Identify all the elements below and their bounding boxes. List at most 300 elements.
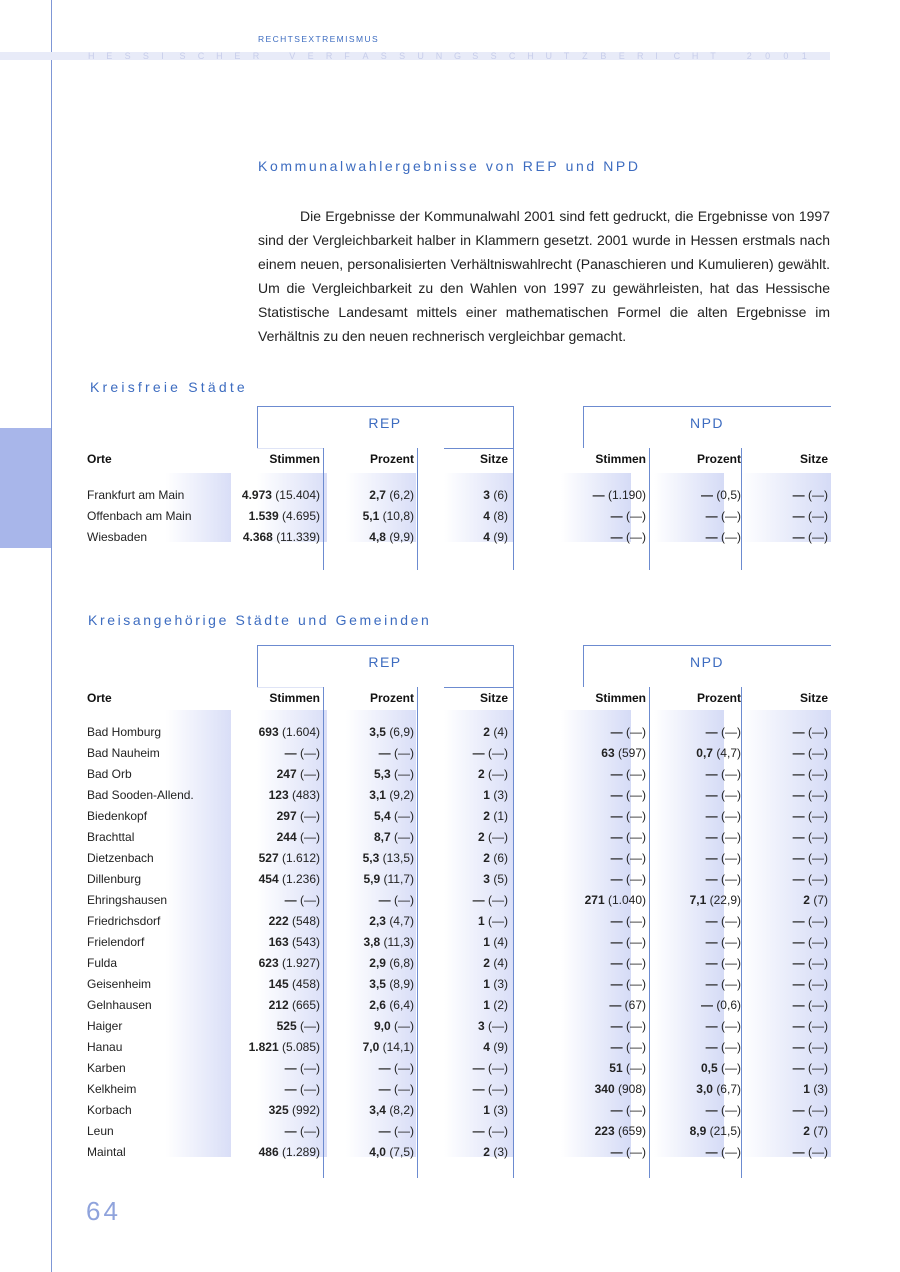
cell-npd-stimmen: [611, 869, 646, 890]
value-1997: (4.695): [281, 509, 320, 523]
value-1997: (6): [493, 851, 508, 865]
value-2001: —: [705, 830, 718, 844]
header-letter: E: [307, 51, 314, 61]
value-1997: (—): [626, 914, 646, 928]
cell-rep-stimmen: [243, 527, 320, 548]
value-1997: (—): [488, 746, 508, 760]
header-letter: S: [472, 51, 479, 61]
table-row: [86, 785, 831, 806]
cell-ort: Fulda: [87, 956, 118, 970]
cell-rep-sitze: [478, 827, 508, 848]
value-1997: (2): [493, 998, 508, 1012]
value-1997: (—): [394, 1124, 414, 1138]
value-2001: —: [609, 998, 622, 1012]
value-2001: —: [705, 1103, 718, 1117]
cell-rep-sitze: [483, 932, 508, 953]
header-letter: R: [252, 51, 260, 61]
value-1997: (8,9): [389, 977, 414, 991]
cell-npd-prozent: [706, 932, 741, 953]
value-2001: —: [610, 725, 623, 739]
rep-group-label: REP: [368, 415, 402, 431]
value-2001: 1: [803, 1082, 810, 1096]
header-letter: H: [88, 51, 95, 61]
cell-npd-stimmen: [585, 890, 646, 911]
value-1997: (8): [493, 509, 508, 523]
value-1997: (—): [488, 830, 508, 844]
value-1997: (3): [493, 1103, 508, 1117]
cell-rep-sitze: [483, 785, 508, 806]
table-row: [86, 848, 831, 869]
value-1997: (659): [617, 1124, 646, 1138]
value-2001: —: [792, 809, 805, 823]
value-1997: (1.190): [607, 488, 646, 502]
header-letter: U: [417, 51, 424, 61]
value-1997: (—): [721, 788, 741, 802]
header-letter: V: [289, 51, 296, 61]
value-2001: 623: [258, 956, 279, 970]
value-1997: (—): [300, 1061, 320, 1075]
cell-ort: Ehringshausen: [87, 893, 168, 907]
value-1997: (—): [626, 1145, 646, 1159]
value-1997: (—): [808, 830, 828, 844]
value-1997: (7): [813, 1124, 828, 1138]
cell-rep-stimmen: [259, 869, 320, 890]
value-2001: —: [792, 956, 805, 970]
cell-rep-sitze: [483, 953, 508, 974]
value-2001: —: [705, 935, 718, 949]
value-1997: (—): [626, 830, 646, 844]
cell-rep-sitze: [478, 911, 508, 932]
value-2001: —: [610, 830, 623, 844]
cell-rep-prozent: [379, 1058, 414, 1079]
value-1997: (—): [721, 1103, 741, 1117]
value-1997: (—): [808, 935, 828, 949]
value-2001: 1.539: [248, 509, 279, 523]
col-orte: Orte: [87, 452, 112, 466]
header-letter: E: [106, 51, 113, 61]
value-2001: —: [792, 746, 805, 760]
value-1997: (4,7): [716, 746, 741, 760]
cell-npd-prozent: [706, 953, 741, 974]
header-letter: 0: [783, 51, 789, 61]
cell-npd-sitze: [793, 974, 828, 995]
table-row: [86, 1037, 831, 1058]
value-2001: 325: [268, 1103, 289, 1117]
npd-group-label: NPD: [689, 415, 725, 431]
value-1997: (—): [488, 1061, 508, 1075]
header-letter: G: [454, 51, 462, 61]
value-2001: —: [705, 977, 718, 991]
value-2001: 3: [477, 1019, 485, 1033]
value-2001: —: [284, 893, 297, 907]
value-2001: 1: [483, 977, 490, 991]
header-rule: [257, 448, 323, 449]
value-2001: —: [284, 1082, 297, 1096]
value-2001: 1.821: [248, 1040, 279, 1054]
header-letter: C: [197, 51, 205, 61]
table-row: [86, 932, 831, 953]
value-1997: (1.040): [607, 893, 646, 907]
value-1997: (0,6): [716, 998, 741, 1012]
value-1997: (3): [493, 788, 508, 802]
value-1997: (—): [808, 851, 828, 865]
cell-rep-sitze: [478, 1016, 508, 1037]
value-1997: (—): [394, 809, 414, 823]
cell-npd-stimmen: [611, 1142, 646, 1163]
cell-rep-stimmen: [249, 1037, 320, 1058]
header-rule: [257, 687, 323, 688]
value-1997: (—): [721, 977, 741, 991]
cell-rep-prozent: [369, 974, 414, 995]
value-2001: —: [472, 1061, 485, 1075]
cell-rep-stimmen: [259, 1142, 320, 1163]
value-1997: (13,5): [382, 851, 414, 865]
table-row: [86, 764, 831, 785]
value-2001: —: [592, 488, 605, 502]
cell-rep-sitze: [483, 806, 508, 827]
cell-npd-stimmen: [601, 743, 646, 764]
cell-npd-stimmen: [611, 764, 646, 785]
cell-npd-stimmen: [611, 1016, 646, 1037]
value-1997: (—): [626, 1103, 646, 1117]
header-letter: 2: [746, 51, 752, 61]
value-2001: 7,1: [689, 893, 707, 907]
cell-npd-prozent: [706, 527, 741, 548]
value-2001: —: [792, 1103, 805, 1117]
value-1997: (—): [721, 725, 741, 739]
cell-ort: Dillenburg: [87, 872, 142, 886]
value-1997: (—): [488, 1124, 508, 1138]
value-1997: (—): [808, 914, 828, 928]
header-letter: Z: [582, 51, 588, 61]
cell-rep-stimmen: [269, 974, 320, 995]
cell-rep-prozent: [369, 722, 414, 743]
cell-rep-prozent: [374, 1016, 414, 1037]
value-1997: (—): [626, 788, 646, 802]
cell-rep-stimmen: [249, 506, 320, 527]
cell-npd-sitze: [793, 1016, 828, 1037]
cell-npd-stimmen: [595, 1079, 646, 1100]
cell-rep-sitze: [483, 722, 508, 743]
table-row: [86, 485, 831, 506]
cell-npd-stimmen: [593, 485, 646, 506]
value-1997: (—): [394, 1082, 414, 1096]
value-2001: 63: [601, 746, 615, 760]
value-2001: —: [284, 746, 297, 760]
value-1997: (—): [488, 1082, 508, 1096]
value-2001: 2: [803, 893, 810, 907]
header-letter: F: [344, 51, 350, 61]
table-row: [86, 869, 831, 890]
value-2001: 454: [258, 872, 279, 886]
cell-ort: Brachttal: [87, 830, 135, 844]
value-2001: 244: [276, 830, 297, 844]
value-1997: (9,9): [389, 530, 414, 544]
value-2001: 3,0: [696, 1082, 713, 1096]
header-letter: C: [673, 51, 681, 61]
value-2001: 1: [483, 935, 490, 949]
value-1997: (21,5): [709, 1124, 741, 1138]
value-1997: (5.085): [281, 1040, 320, 1054]
cell-rep-sitze: [473, 743, 508, 764]
value-2001: 2: [483, 851, 490, 865]
value-2001: 1: [483, 998, 490, 1012]
value-2001: 3,5: [369, 977, 386, 991]
cell-ort: Kelkheim: [87, 1082, 137, 1096]
cell-npd-stimmen: [611, 932, 646, 953]
value-2001: —: [792, 1019, 805, 1033]
table-row: [86, 1058, 831, 1079]
value-1997: (—): [626, 509, 646, 523]
cell-ort: Offenbach am Main: [87, 509, 192, 523]
value-2001: 2,7: [369, 488, 386, 502]
cell-rep-stimmen: [285, 1058, 320, 1079]
cell-npd-sitze: [793, 506, 828, 527]
header-letter: H: [216, 51, 223, 61]
cell-ort: Karben: [87, 1061, 126, 1075]
value-1997: (—): [721, 509, 741, 523]
header-letter: I: [161, 51, 164, 61]
header-letter: C: [508, 51, 516, 61]
value-2001: 247: [276, 767, 297, 781]
cell-rep-prozent: [379, 1121, 414, 1142]
cell-rep-stimmen: [269, 1100, 320, 1121]
header-letter: H: [691, 51, 699, 61]
running-header-section: RECHTSEXTREMISMUS: [258, 34, 380, 44]
cell-ort: Leun: [87, 1124, 114, 1138]
cell-rep-prozent: [369, 995, 414, 1016]
value-2001: —: [792, 509, 805, 523]
value-1997: (—): [721, 830, 741, 844]
cell-ort: Hanau: [87, 1040, 123, 1054]
value-1997: (—): [808, 530, 828, 544]
cell-rep-prozent: [363, 506, 414, 527]
cell-ort: Gelnhausen: [87, 998, 152, 1012]
value-1997: (—): [721, 1061, 741, 1075]
value-1997: (—): [721, 809, 741, 823]
header-letter: S: [399, 51, 406, 61]
value-1997: (—): [808, 788, 828, 802]
value-1997: (—): [300, 767, 320, 781]
header-letter: R: [637, 51, 644, 61]
page-number: 64: [86, 1196, 121, 1226]
cell-npd-prozent: [701, 995, 741, 1016]
col-rep-prozent: Prozent: [369, 691, 414, 705]
cell-rep-stimmen: [285, 890, 320, 911]
value-1997: (—): [394, 830, 414, 844]
value-2001: —: [792, 1061, 805, 1075]
value-2001: 340: [594, 1082, 615, 1096]
value-1997: (3): [813, 1082, 828, 1096]
cell-rep-stimmen: [285, 743, 320, 764]
value-2001: 0,7: [696, 746, 713, 760]
value-1997: (22,9): [709, 893, 741, 907]
cell-npd-stimmen: [611, 1037, 646, 1058]
value-1997: (—): [808, 977, 828, 991]
value-2001: 222: [268, 914, 289, 928]
cell-rep-sitze: [483, 1100, 508, 1121]
value-1997: (908): [617, 1082, 646, 1096]
value-2001: —: [610, 1103, 623, 1117]
cell-npd-prozent: [706, 722, 741, 743]
cell-npd-sitze: [793, 827, 828, 848]
value-2001: —: [610, 872, 623, 886]
value-2001: —: [792, 767, 805, 781]
cell-ort: Bad Orb: [87, 767, 132, 781]
cell-rep-prozent: [379, 1079, 414, 1100]
value-1997: (1.604): [281, 725, 320, 739]
cell-rep-prozent: [374, 827, 414, 848]
value-2001: —: [610, 977, 623, 991]
cell-npd-prozent: [706, 764, 741, 785]
value-2001: 525: [276, 1019, 297, 1033]
header-letter: 0: [765, 51, 771, 61]
value-1997: (—): [721, 1145, 741, 1159]
header-letter: E: [618, 51, 625, 61]
value-1997: (3): [493, 977, 508, 991]
value-1997: (—): [808, 872, 828, 886]
cell-npd-sitze: [793, 1037, 828, 1058]
cell-npd-prozent: [696, 743, 741, 764]
table2-heading: Kreisangehörige Städte und Gemeinden: [88, 612, 432, 628]
cell-npd-stimmen: [595, 1121, 646, 1142]
value-1997: (—): [300, 1124, 320, 1138]
table-row: [86, 722, 831, 743]
value-1997: (9,2): [389, 788, 414, 802]
value-1997: (1.289): [281, 1145, 320, 1159]
value-1997: (—): [721, 956, 741, 970]
cell-rep-prozent: [369, 1100, 414, 1121]
value-2001: —: [472, 746, 485, 760]
value-2001: —: [700, 998, 713, 1012]
value-2001: 4.973: [241, 488, 272, 502]
cell-rep-sitze: [483, 506, 508, 527]
value-1997: (9): [493, 530, 508, 544]
value-2001: —: [610, 530, 623, 544]
table-row: [86, 1016, 831, 1037]
value-2001: 5,3: [362, 851, 380, 865]
value-2001: —: [610, 851, 623, 865]
value-2001: 2: [483, 725, 490, 739]
value-1997: (1.612): [281, 851, 320, 865]
value-1997: (—): [721, 851, 741, 865]
value-1997: (7,5): [389, 1145, 414, 1159]
value-1997: (11,3): [383, 935, 414, 949]
value-2001: 271: [584, 893, 605, 907]
value-1997: (6,4): [389, 998, 414, 1012]
cell-rep-stimmen: [277, 1016, 320, 1037]
cell-ort: Friedrichsdorf: [87, 914, 161, 928]
cell-ort: Haiger: [87, 1019, 123, 1033]
cell-npd-stimmen: [611, 722, 646, 743]
value-2001: 3: [483, 872, 490, 886]
value-2001: —: [792, 914, 805, 928]
value-2001: 9,0: [373, 1019, 391, 1033]
value-2001: 4.368: [242, 530, 273, 544]
cell-npd-sitze: [793, 1100, 828, 1121]
value-2001: 5,3: [373, 767, 391, 781]
value-1997: (—): [808, 1061, 828, 1075]
value-2001: —: [610, 1019, 623, 1033]
value-1997: (—): [626, 1019, 646, 1033]
value-2001: —: [792, 998, 805, 1012]
cell-rep-prozent: [379, 743, 414, 764]
cell-rep-stimmen: [277, 827, 320, 848]
value-1997: (3): [493, 1145, 508, 1159]
cell-npd-prozent: [706, 806, 741, 827]
value-1997: (—): [626, 725, 646, 739]
value-1997: (483): [291, 788, 320, 802]
cell-npd-sitze: [803, 1121, 828, 1142]
value-1997: (992): [291, 1103, 320, 1117]
cell-rep-prozent: [374, 806, 414, 827]
col-rep-sitze: Sitze: [479, 452, 508, 466]
left-margin-rule: [51, 0, 52, 1272]
cell-rep-sitze: [473, 1079, 508, 1100]
value-2001: —: [378, 893, 391, 907]
table-row: [86, 995, 831, 1016]
cell-rep-prozent: [374, 764, 414, 785]
value-2001: —: [284, 1124, 297, 1138]
cell-rep-sitze: [483, 527, 508, 548]
header-letter: S: [124, 51, 131, 61]
value-2001: —: [610, 935, 623, 949]
cell-npd-prozent: [706, 506, 741, 527]
value-1997: (543): [291, 935, 320, 949]
cell-ort: Maintal: [87, 1145, 126, 1159]
value-2001: 2: [477, 830, 485, 844]
value-2001: —: [610, 788, 623, 802]
header-rule: [444, 687, 513, 688]
value-1997: (—): [721, 1040, 741, 1054]
value-2001: —: [700, 488, 713, 502]
value-1997: (—): [300, 893, 320, 907]
cell-rep-prozent: [369, 911, 414, 932]
value-1997: (1.927): [281, 956, 320, 970]
value-1997: (—): [300, 1019, 320, 1033]
cell-npd-prozent: [701, 485, 741, 506]
header-letter: S: [142, 51, 149, 61]
value-2001: —: [792, 1040, 805, 1054]
value-1997: (6,2): [389, 488, 414, 502]
cell-npd-stimmen: [611, 527, 646, 548]
table-kreisangehoerige-staedte: [86, 645, 831, 1178]
cell-rep-prozent: [364, 932, 415, 953]
value-2001: 4: [483, 509, 490, 523]
cell-npd-sitze: [793, 911, 828, 932]
cell-rep-sitze: [483, 1037, 508, 1058]
cell-npd-prozent: [706, 848, 741, 869]
intro-paragraph: [258, 204, 830, 348]
value-2001: 1: [483, 788, 490, 802]
value-1997: (—): [808, 956, 828, 970]
table-row: [86, 974, 831, 995]
value-1997: (7): [813, 893, 828, 907]
cell-rep-stimmen: [269, 911, 320, 932]
cell-rep-stimmen: [285, 1121, 320, 1142]
cell-npd-prozent: [690, 1121, 741, 1142]
value-1997: (—): [394, 1061, 414, 1075]
value-2001: —: [792, 935, 805, 949]
value-1997: (9): [493, 1040, 508, 1054]
value-1997: (548): [291, 914, 320, 928]
value-1997: (—): [808, 509, 828, 523]
value-2001: 2,9: [369, 956, 386, 970]
cell-npd-stimmen: [611, 953, 646, 974]
cell-npd-sitze: [793, 1058, 828, 1079]
value-1997: (—): [721, 935, 741, 949]
cell-npd-stimmen: [611, 1100, 646, 1121]
